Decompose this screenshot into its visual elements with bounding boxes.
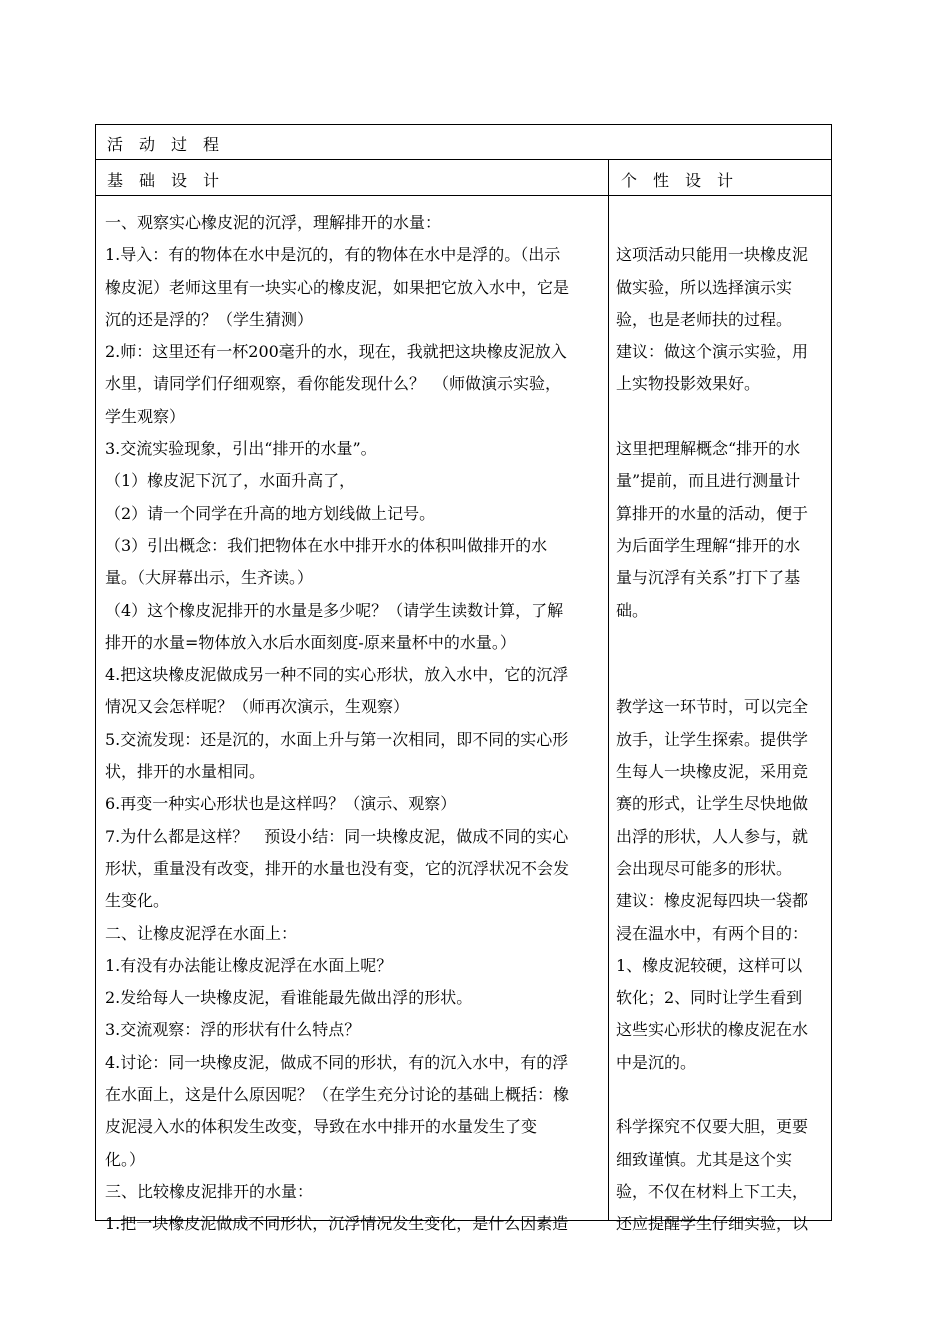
- personal-design-line: [616, 659, 828, 691]
- personal-design-line: 放手，让学生探索。提供学: [616, 729, 809, 749]
- header-row: [96, 160, 831, 196]
- basic-design-line: 1.有没有办法能让橡皮泥浮在水面上呢？: [105, 955, 393, 975]
- personal-design-line: 建议：做这个演示实验，用: [616, 342, 809, 362]
- personal-design-line: 1、橡皮泥较硬，这样可以: [616, 955, 803, 975]
- activity-table: [95, 124, 832, 1234]
- basic-design-line: 3.交流实验现象，引出“排开的水量”。: [105, 439, 377, 459]
- personal-design-line: 软化；2、同时让学生看到: [616, 988, 803, 1008]
- basic-design-line: 6.再变一种实心形状也是这样吗？（演示、观察）: [105, 794, 457, 814]
- basic-design-line: 生变化。: [105, 891, 170, 911]
- basic-design-line: 橡皮泥）老师这里有一块实心的橡皮泥，如果把它放入水中，它是: [105, 277, 570, 297]
- basic-design-line: 皮泥浸入水的体积发生改变，导致在水中排开的水量发生了变: [105, 1117, 538, 1137]
- personal-design-line: 会出现尽可能多的形状。: [616, 858, 793, 878]
- personal-design-line: 验，不仅在材料上下工夫，: [616, 1181, 809, 1201]
- basic-design-line: 一、观察实心橡皮泥的沉浮，理解排开的水量：: [105, 213, 442, 232]
- basic-design-line: 水里，请同学们仔细观察，看你能发现什么？ （师做演示实验，: [105, 374, 562, 394]
- column-divider: [608, 160, 609, 1220]
- personal-design-line: 量”提前，而且进行测量计: [616, 471, 801, 491]
- personal-design-line: [616, 207, 828, 239]
- personal-design-line: 础。: [616, 600, 649, 620]
- basic-design-line: 三、比较橡皮泥排开的水量：: [105, 1181, 314, 1201]
- basic-design-line: 2.发给每人一块橡皮泥，看谁能最先做出浮的形状。: [105, 988, 473, 1008]
- personal-design-line: 教学这一环节时，可以完全: [616, 697, 809, 717]
- basic-design-line: 形状，重量没有改变，排开的水量也没有变，它的沉浮状况不会发: [105, 858, 570, 878]
- personal-design-line: 验，也是老师扶的过程。: [616, 309, 793, 329]
- basic-design-line: 在水面上，这是什么原因呢？（在学生充分讨论的基础上概括：橡: [105, 1085, 570, 1105]
- personal-design-line: 算排开的水量的活动，便于: [616, 503, 809, 523]
- basic-design-line: 7.为什么都是这样？ 预设小结：同一块橡皮泥，做成不同的实心: [105, 826, 569, 846]
- basic-design-content: [105, 207, 603, 1241]
- header-basic-design: 基 础 设 计: [107, 171, 220, 190]
- personal-design-line: [616, 401, 828, 433]
- personal-design-line: 细致谨慎。尤其是这个实: [616, 1149, 793, 1169]
- basic-design-line: 情况又会怎样呢？（师再次演示，生观察）: [105, 697, 410, 717]
- personal-design-line: 这项活动只能用一块橡皮泥: [616, 245, 809, 265]
- personal-design-line: 中是沉的。: [616, 1052, 697, 1072]
- basic-design-line: 1.导入：有的物体在水中是沉的，有的物体在水中是浮的。（出示: [105, 245, 561, 265]
- basic-design-line: 4.讨论：同一块橡皮泥，做成不同的形状，有的沉入水中，有的浮: [105, 1052, 569, 1072]
- personal-design-line: 上实物投影效果好。: [616, 374, 761, 394]
- basic-design-line: （3）引出概念：我们把物体在水中排开水的体积叫做排开的水: [105, 535, 548, 555]
- personal-design-line: 这里把理解概念“排开的水: [616, 439, 801, 459]
- table-title: 活 动 过 程: [107, 135, 220, 154]
- basic-design-line: 量。（大屏幕出示，生齐读。）: [105, 568, 314, 588]
- personal-design-line: 量与沉浮有关系”打下了基: [616, 568, 801, 588]
- basic-design-line: 5.交流发现：还是沉的，水面上升与第一次相同，即不同的实心形: [105, 729, 569, 749]
- basic-design-line: 排开的水量=物体放入水后水面刻度-原来量杯中的水量。）: [105, 632, 516, 652]
- basic-design-line: 2.师：这里还有一杯200毫升的水，现在，我就把这块橡皮泥放入: [105, 342, 567, 362]
- basic-design-line: 3.交流观察：浮的形状有什么特点？: [105, 1020, 361, 1040]
- basic-design-line: （2）请一个同学在升高的地方划线做上记号。: [105, 503, 436, 523]
- personal-design-content: [616, 207, 828, 1241]
- personal-design-line: 浸在温水中，有两个目的：: [616, 923, 809, 943]
- header-personal-design: 个 性 设 计: [621, 171, 734, 190]
- basic-design-line: 1.把一块橡皮泥做成不同形状，沉浮情况发生变化，是什么因素造: [105, 1214, 569, 1234]
- basic-design-line: 化。）: [105, 1149, 146, 1169]
- basic-design-line: 二、让橡皮泥浮在水面上：: [105, 923, 298, 943]
- personal-design-line: 还应提醒学生仔细实验，以: [616, 1214, 809, 1234]
- personal-design-line: 这些实心形状的橡皮泥在水: [616, 1020, 809, 1040]
- personal-design-line: 为后面学生理解“排开的水: [616, 535, 801, 555]
- personal-design-line: 生每人一块橡皮泥，采用竞: [616, 762, 809, 782]
- basic-design-line: （4）这个橡皮泥排开的水量是多少呢？（请学生读数计算，了解: [105, 600, 564, 620]
- basic-design-line: 4.把这块橡皮泥做成另一种不同的实心形状，放入水中，它的沉浮: [105, 665, 569, 685]
- title-row: [96, 125, 831, 160]
- personal-design-line: [616, 1079, 828, 1111]
- personal-design-line: 出浮的形状，人人参与，就: [616, 826, 809, 846]
- personal-design-line: 做实验，所以选择演示实: [616, 277, 793, 297]
- personal-design-line: 科学探究不仅要大胆，更要: [616, 1117, 809, 1137]
- basic-design-line: 学生观察）: [105, 406, 186, 426]
- personal-design-line: [616, 627, 828, 659]
- personal-design-line: 赛的形式，让学生尽快地做: [616, 794, 809, 814]
- basic-design-line: 沉的还是浮的？（学生猜测）: [105, 309, 314, 329]
- basic-design-line: 状，排开的水量相同。: [105, 762, 266, 782]
- personal-design-line: 建议：橡皮泥每四块一袋都: [616, 891, 809, 911]
- basic-design-line: （1）橡皮泥下沉了，水面升高了，: [105, 471, 356, 491]
